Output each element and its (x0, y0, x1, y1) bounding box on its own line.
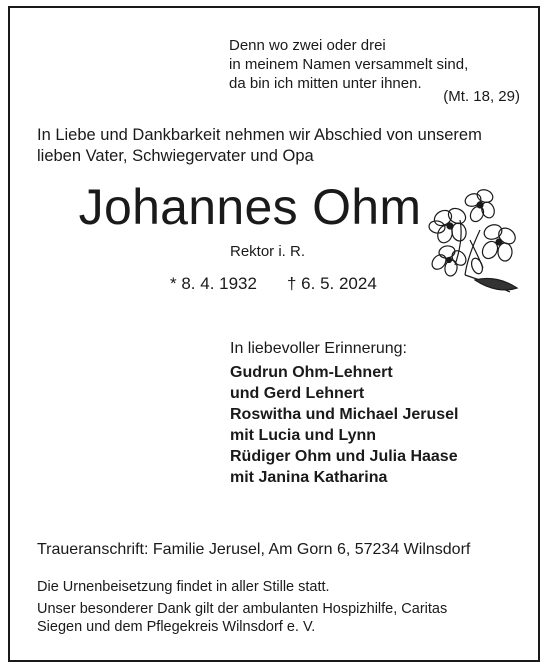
verse-line: Denn wo zwei oder drei (229, 37, 386, 54)
mourner-family (230, 404, 459, 446)
thanks-note (37, 600, 447, 636)
intro-line: In Liebe und Dankbarkeit nehmen wir Abschied von unserem (37, 126, 482, 144)
mourner-line: Roswitha und Michael Jerusel (230, 406, 459, 423)
verse-reference: (Mt. 18, 29) (443, 88, 520, 105)
mourning-address: Traueranschrift: Familie Jerusel, Am Gorn 6, 57234 Wilnsdorf (37, 541, 471, 558)
thanks-line: Siegen und dem Pflegekreis Wilnsdorf e. V. (37, 619, 316, 635)
verse-line: da bin ich mitten unter ihnen. (229, 75, 422, 92)
memory-intro: In liebevoller Erinnerung: (230, 340, 407, 357)
mourner-line: Gudrun Ohm-Lehnert (230, 364, 393, 381)
mourner-line: mit Janina Katharina (230, 469, 388, 486)
intro-line: lieben Vater, Schwiegervater und Opa (37, 147, 314, 165)
blossom-branch-icon (425, 180, 520, 300)
mourner-family (230, 362, 393, 404)
mourner-line: mit Lucia und Lynn (230, 427, 377, 444)
mourner-line: Rüdiger Ohm und Julia Haase (230, 448, 458, 465)
verse-line: in meinem Namen versammelt sind, (229, 56, 469, 73)
thanks-line: Unser besonderer Dank gilt der ambulanten Hospizhilfe, Caritas (37, 601, 448, 617)
intro-text (37, 125, 482, 167)
deceased-title: Rektor i. R. (230, 243, 306, 260)
burial-note: Die Urnenbeisetzung findet in aller Stille statt. (37, 579, 330, 595)
mourner-line: und Gerd Lehnert (230, 385, 365, 402)
death-date: † 6. 5. 2024 (287, 274, 377, 293)
deceased-name: Johannes Ohm (78, 179, 422, 235)
birth-date: * 8. 4. 1932 (170, 274, 257, 293)
mourner-family (230, 446, 458, 488)
bible-verse (229, 36, 468, 93)
